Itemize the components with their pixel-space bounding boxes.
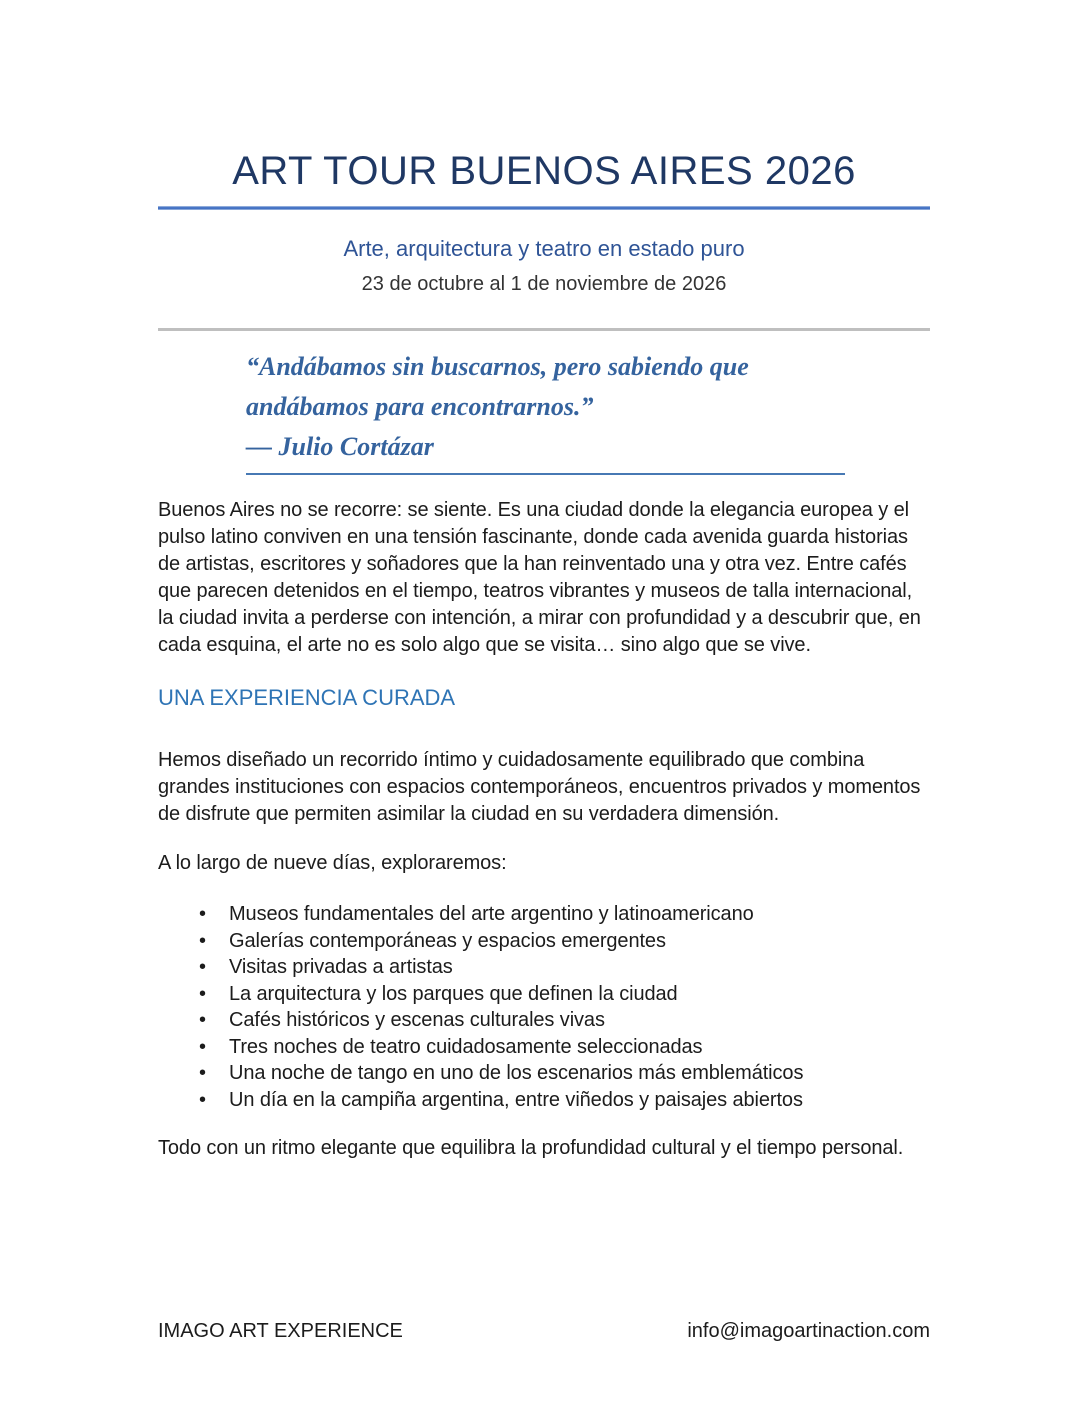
footer-company: IMAGO ART EXPERIENCE xyxy=(158,1320,403,1342)
title-divider xyxy=(158,206,930,210)
list-item: • Museos fundamentales del arte argentino y latinoamericano xyxy=(229,901,930,928)
intro-paragraph: Buenos Aires no se recorre: se siente. Es una ciudad donde la elegancia europea y el pulso latino conviven en una tensión fascinante, donde cada avenida guarda historias de artistas, escritores y soñadores que la han reinventado una y otra vez. Entre cafés que parecen detenidos en el tiempo, teatros vibrantes y museos de talla internacional, la ciudad invita a perderse con intención, a mirar con profundidad y a descubrir que, en cada esquina, el arte no es solo algo que se visita… sino algo que se vive. xyxy=(158,499,921,656)
closing-paragraph: Todo con un ritmo elegante que equilibra la profundidad cultural y el tiempo personal. xyxy=(158,1137,904,1159)
page-content xyxy=(0,148,1088,1162)
list-item: • Un día en la campiña argentina, entre viñedos y paisajes abiertos xyxy=(229,1087,930,1114)
page-title: ART TOUR BUENOS AIRES 2026 xyxy=(232,149,856,193)
highlights-list xyxy=(158,901,930,1113)
list-item: • Galerías contemporáneas y espacios emergentes xyxy=(229,928,930,955)
section-paragraph: Hemos diseñado un recorrido íntimo y cuidadosamente equilibrado que combina grandes instituciones con espacios contemporáneos, encuentros privados y momentos de disfrute que permiten asimilar la ciudad en su verdadera dimensión. xyxy=(158,749,921,825)
list-item: • La arquitectura y los parques que definen la ciudad xyxy=(229,981,930,1008)
list-item: • Visitas privadas a artistas xyxy=(229,954,930,981)
list-item: • Cafés históricos y escenas culturales vivas xyxy=(229,1007,930,1034)
list-intro: A lo largo de nueve días, exploraremos: xyxy=(158,852,507,874)
intense-quote xyxy=(246,347,845,475)
footer-email: info@imagoartinaction.com xyxy=(687,1320,930,1342)
list-item: • Una noche de tango en uno de los escenarios más emblemáticos xyxy=(229,1060,930,1087)
section-heading: UNA EXPERIENCIA CURADA xyxy=(158,685,456,710)
list-item: • Tres noches de teatro cuidadosamente seleccionadas xyxy=(229,1034,930,1061)
horizontal-divider xyxy=(158,328,930,331)
quote-attribution: — Julio Cortázar xyxy=(246,432,434,461)
quote-text: “Andábamos sin buscarnos, pero sabiendo que andábamos para encontrarnos.” xyxy=(246,352,749,421)
date-range: 23 de octubre al 1 de noviembre de 2026 xyxy=(361,273,727,295)
subtitle: Arte, arquitectura y teatro en estado puro xyxy=(343,236,745,261)
page-footer xyxy=(158,1320,930,1343)
